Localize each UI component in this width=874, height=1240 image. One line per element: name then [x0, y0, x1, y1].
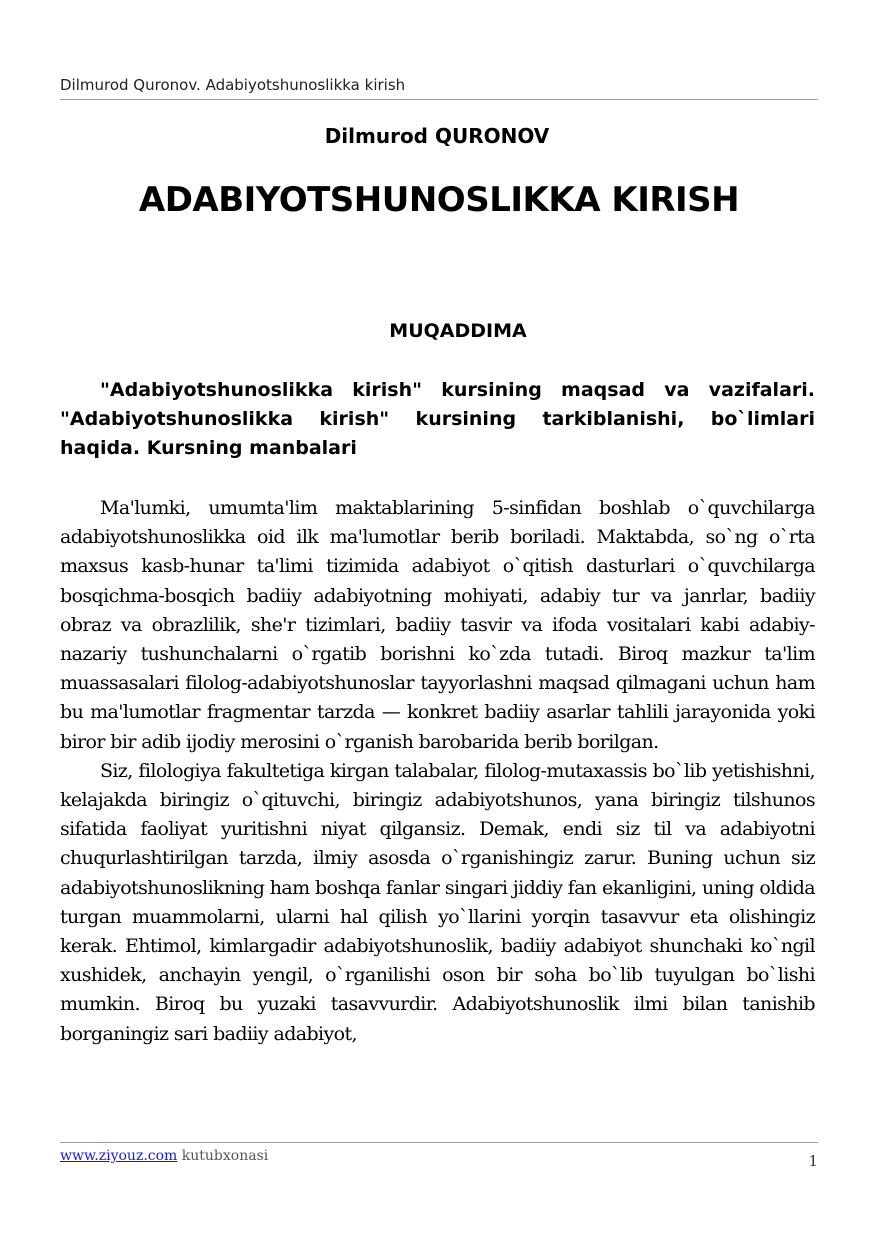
- section-subtitle: "Adabiyotshunoslikka kirish" kursining maqsad va vazifalari. "Adabiyotshunoslikka kirish" kursining tarkiblanishi, bo`limlari haqida. Kursning manbalari: [60, 379, 815, 459]
- running-header: Dilmurod Quronov. Adabiyotshunoslikka kirish: [60, 76, 406, 94]
- paragraph: Ma'lumki, umumta'lim maktablarining 5-sinfidan boshlab o`quvchilarga adabiyotshunoslikka oid ilk ma'lumotlar berib boriladi. Maktabda, so`ng o`rta maxsus kasb-hunar ta'limi tizimida adabiyot o`qitish dasturlari o`quvchilarga bosqichma-bosqich badiiy adabiyotning mohiyati, adabiy tur va janrlar, badiiy obraz va obrazlilik, she'r tizimlari, badiiy tasvir va ifoda vositalari kabi adabiy-nazariy tushunchalarni o`rgatib borishni ko`zda tutadi. Biroq mazkur ta'lim muassasalari filolog-adabiyotshunoslar tayyorlashni maqsad qilmagani uchun ham bu ma'lumotlar fragmentar tarzda — konkret badiiy asarlar tahlili jarayonida yoki biror bir adib ijodiy merosini o`rganish barobarida berib borilgan.: [60, 497, 815, 753]
- page-footer: [60, 1148, 268, 1164]
- footer-divider: [60, 1142, 818, 1143]
- header-divider: [60, 99, 818, 100]
- author-name: Dilmurod QURONOV: [324, 124, 550, 148]
- page-number: 1: [808, 1152, 818, 1170]
- footer-suffix: kutubxonasi: [181, 1148, 269, 1164]
- section-title: MUQADDIMA: [389, 320, 527, 342]
- book-title: ADABIYOTSHUNOSLIKKA KIRISH: [138, 180, 740, 220]
- ziyouz-link[interactable]: www.ziyouz.com: [60, 1148, 178, 1164]
- paragraph: Siz, filologiya fakultetiga kirgan talabalar, filolog-mutaxassis bo`lib yetishishni, kelajakda biringiz o`qituvchi, biringiz adabiyotshunos, yana biringiz tilshunos sifatida faoliyat yuritishni niyat qilgansiz. Demak, endi siz til va adabiyotni chuqurlashtirilgan tarzda, ilmiy asosda o`rganishingiz zarur. Buning uchun siz adabiyotshunoslikning ham boshqa fanlar singari jiddiy fan ekanligini, uning oldida turgan muammolarni, ularni hal qilish yo`llarini yorqin tasavvur eta olishingiz kerak. Ehtimol, kimlargadir adabiyotshunoslik, badiiy adabiyot shunchaki ko`ngil xushidek, anchayin yengil, o`rganilishi oson bir soha bo`lib tuyulgan bo`lishi mumkin. Biroq bu yuzaki tasavvurdir. Adabiyotshunoslik ilmi bilan tanishib borganingiz sari badiiy adabiyot,: [60, 759, 815, 1045]
- body-text: [60, 494, 815, 1049]
